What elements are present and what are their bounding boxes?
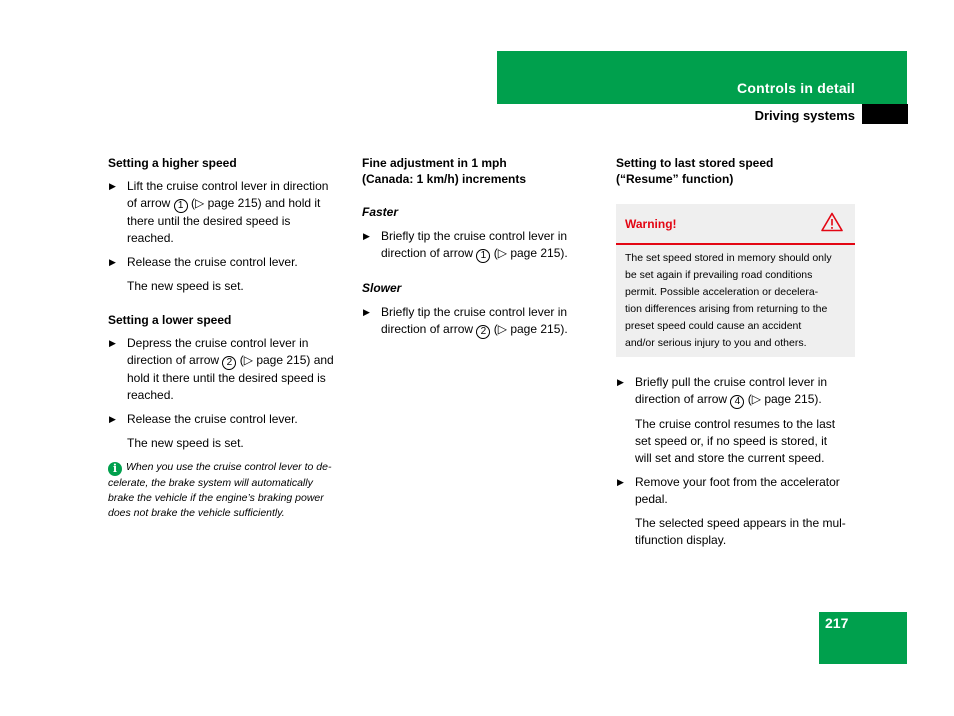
arrow-marker-2: 2 bbox=[222, 356, 236, 370]
heading-lower-speed: Setting a lower speed bbox=[108, 313, 232, 327]
arrow-marker-2: 2 bbox=[476, 325, 490, 339]
column-1 bbox=[108, 155, 348, 521]
warning-triangle-icon bbox=[821, 212, 843, 232]
subsection-title: Driving systems bbox=[754, 108, 855, 123]
warning-text: The set speed stored in memory should only be set again if prevailing road conditions permit. Possible acceleration or decelera- tion differences arising from returning to the preset speed could cause an accident and/or serious injury to you and others. bbox=[625, 252, 832, 349]
thumb-tab bbox=[862, 104, 908, 124]
heading-higher-speed: Setting a higher speed bbox=[108, 156, 237, 170]
page-ref-icon: ▷ bbox=[497, 322, 507, 336]
step-release-lever: ▶ Release the cruise control lever. bbox=[109, 412, 298, 426]
step-tip-faster: ▶ Briefly tip the cruise control lever in direction of arrow 1 (▷ page 215). bbox=[363, 229, 568, 261]
warning-box bbox=[616, 204, 855, 357]
header-band bbox=[497, 51, 907, 104]
triangle-bullet-icon: ▶ bbox=[109, 181, 116, 191]
arrow-marker-1: 1 bbox=[476, 249, 490, 263]
result-text: The new speed is set. bbox=[127, 279, 244, 293]
page-ref-icon: ▷ bbox=[243, 353, 253, 367]
subheading-faster: Faster bbox=[362, 205, 399, 219]
triangle-bullet-icon: ▶ bbox=[617, 377, 624, 387]
page-ref-icon: ▷ bbox=[497, 246, 507, 260]
triangle-bullet-icon: ▶ bbox=[617, 477, 624, 487]
step-pull-lever: ▶ Briefly pull the cruise control lever in direction of arrow 4 (▷ page 215). bbox=[617, 375, 828, 407]
step-remove-foot: ▶ Remove your foot from the accelerator pedal. bbox=[617, 475, 840, 506]
step-lift-lever: ▶ Lift the cruise control lever in direction of arrow 1 (▷ page 215) and hold it there until the desired speed is reached. bbox=[109, 179, 329, 245]
subheading-slower: Slower bbox=[362, 281, 402, 295]
page-ref-icon: ▷ bbox=[195, 196, 205, 210]
triangle-bullet-icon: ▶ bbox=[109, 338, 116, 348]
triangle-bullet-icon: ▶ bbox=[363, 307, 370, 317]
triangle-bullet-icon: ▶ bbox=[363, 231, 370, 241]
result-text: The new speed is set. bbox=[127, 436, 244, 450]
page-ref-icon: ▷ bbox=[751, 392, 761, 406]
arrow-marker-1: 1 bbox=[174, 199, 188, 213]
info-note: i When you use the cruise control lever to de- celerate, the brake system will automatically brake the vehicle if the engine’s braking power does not brake the vehicle sufficiently. bbox=[108, 461, 332, 519]
step-release-lever: ▶ Release the cruise control lever. bbox=[109, 255, 298, 269]
step-depress-lever: ▶ Depress the cruise control lever in direction of arrow 2 (▷ page 215) and hold it there until the desired speed is reached. bbox=[109, 336, 334, 402]
column-3 bbox=[616, 155, 856, 549]
result-text: The selected speed appears in the mul- tifunction display. bbox=[635, 516, 846, 547]
arrow-marker-4: 4 bbox=[730, 395, 744, 409]
result-text: The cruise control resumes to the last set speed or, if no speed is stored, it will set and store the current speed. bbox=[635, 417, 836, 465]
triangle-bullet-icon: ▶ bbox=[109, 414, 116, 424]
step-tip-slower: ▶ Briefly tip the cruise control lever in direction of arrow 2 (▷ page 215). bbox=[363, 305, 568, 337]
column-2 bbox=[362, 155, 587, 339]
page-number: 217 bbox=[825, 615, 849, 631]
triangle-bullet-icon: ▶ bbox=[109, 257, 116, 267]
section-title: Controls in detail bbox=[737, 80, 855, 96]
heading-resume: Setting to last stored speed (“Resume” function) bbox=[616, 156, 774, 186]
heading-fine-adjustment: Fine adjustment in 1 mph (Canada: 1 km/h) increments bbox=[362, 156, 527, 186]
warning-label: Warning! bbox=[625, 217, 677, 231]
info-icon: i bbox=[108, 462, 122, 476]
